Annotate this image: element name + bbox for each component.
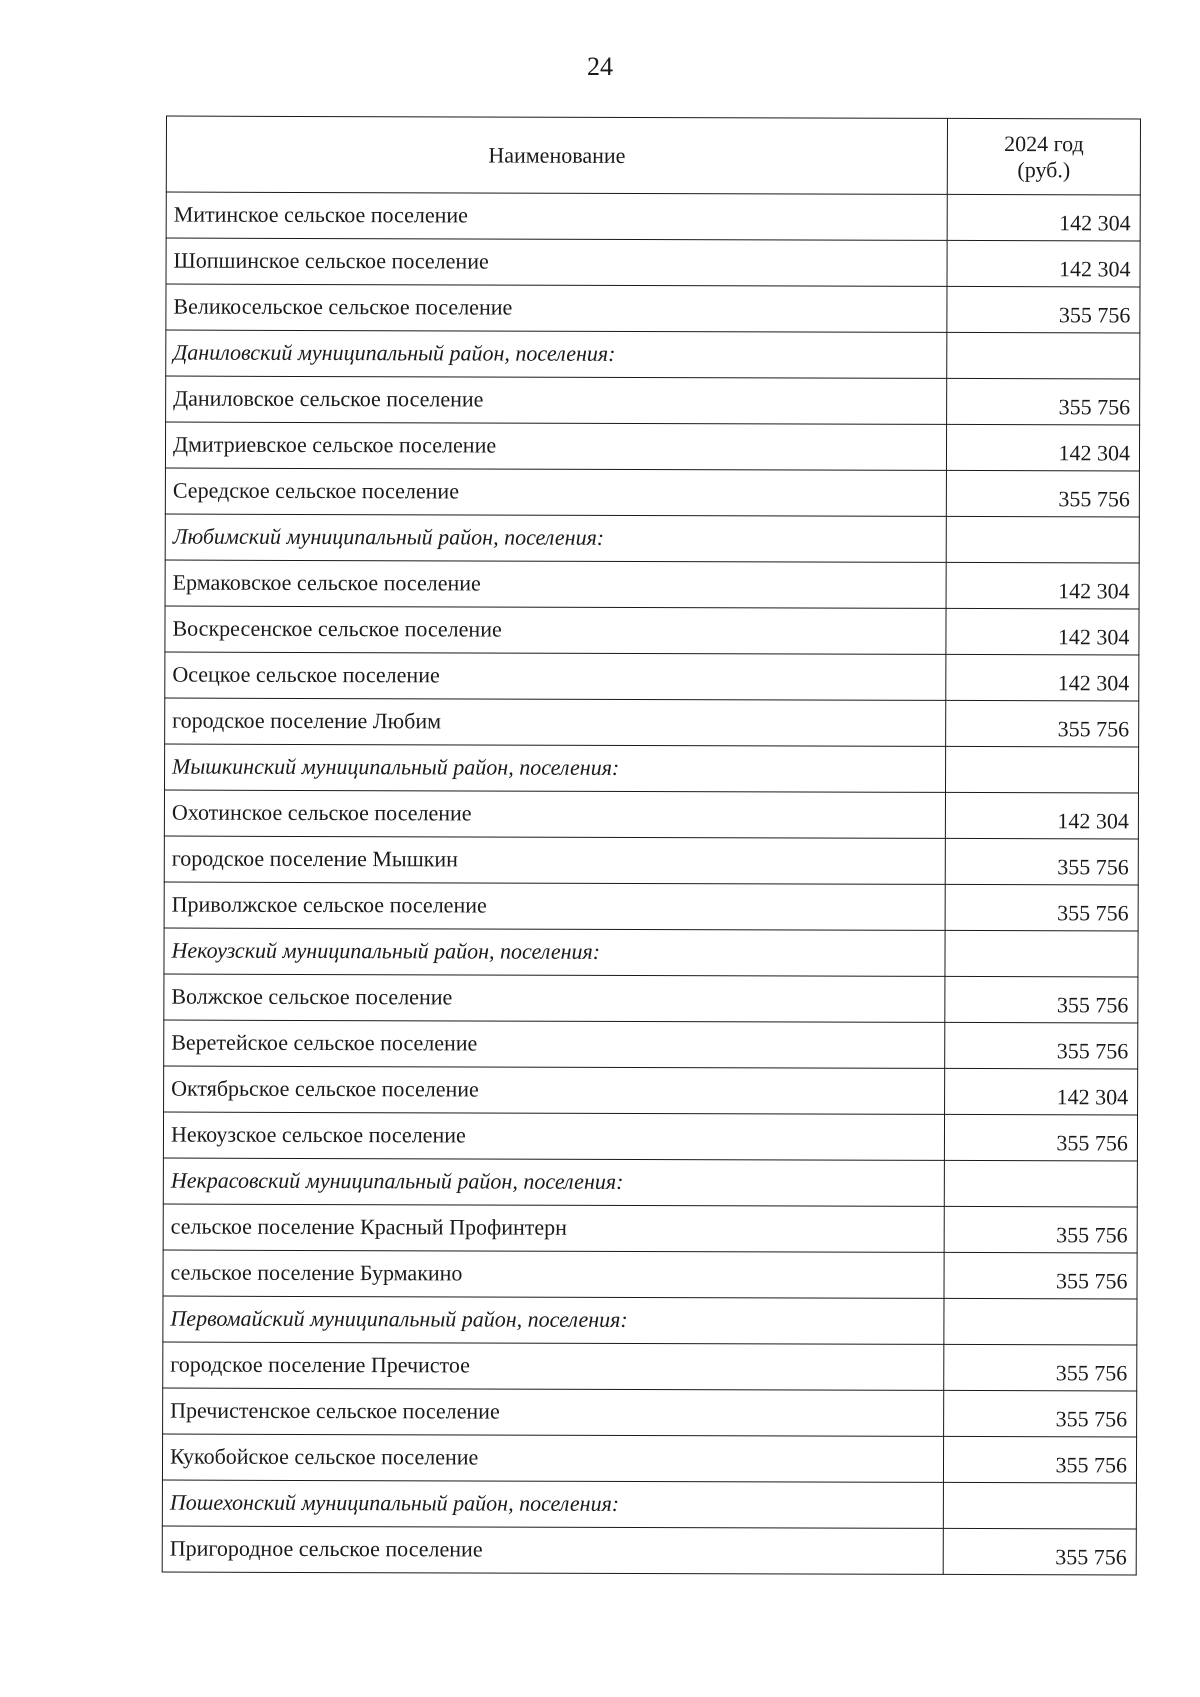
settlement-name: Середское сельское поселение — [165, 468, 946, 516]
amount-cell: 142 304 — [947, 240, 1140, 287]
table-row — [165, 468, 1139, 517]
settlement-name: Пречистенское сельское поселение — [163, 1388, 944, 1436]
table-row — [166, 238, 1140, 287]
table-row — [164, 1066, 1138, 1115]
district-group-row — [166, 330, 1140, 379]
settlement-name: Кукобойское сельское поселение — [162, 1434, 943, 1482]
settlement-name: Волжское сельское поселение — [164, 974, 945, 1022]
table-row — [165, 560, 1139, 609]
amount-cell: 355 756 — [945, 1022, 1138, 1069]
table-row — [165, 698, 1139, 747]
table-row — [162, 1526, 1136, 1575]
table-row — [163, 1388, 1137, 1437]
table-row — [166, 192, 1140, 241]
amount-cell — [944, 1298, 1137, 1345]
district-group-row — [164, 928, 1138, 977]
header-year-label: 2024 год — [1004, 131, 1084, 157]
settlement-name: Дмитриевское сельское поселение — [165, 422, 946, 470]
district-group-name: Любимский муниципальный район, поселения: — [165, 514, 946, 562]
district-group-row — [163, 1158, 1137, 1207]
settlement-name: Даниловское сельское поселение — [166, 376, 947, 424]
settlement-name: сельское поселение Красный Профинтерн — [163, 1204, 944, 1252]
settlement-name: Ермаковское сельское поселение — [165, 560, 946, 608]
amount-cell — [943, 1482, 1136, 1529]
amount-cell: 142 304 — [945, 792, 1138, 839]
amount-cell: 355 756 — [944, 1206, 1137, 1253]
district-group-row — [162, 1480, 1136, 1529]
table-row — [164, 836, 1138, 885]
table-row — [164, 974, 1138, 1023]
amount-cell: 355 756 — [946, 470, 1139, 517]
amount-cell: 142 304 — [946, 562, 1139, 609]
table-row — [163, 1204, 1137, 1253]
amount-cell — [947, 332, 1140, 379]
settlement-name: сельское поселение Бурмакино — [163, 1250, 944, 1298]
amount-cell: 355 756 — [945, 976, 1138, 1023]
amount-cell: 355 756 — [945, 838, 1138, 885]
settlement-name: Осецкое сельское поселение — [165, 652, 946, 700]
page-number: 24 — [587, 52, 613, 81]
header-name: Наименование — [166, 116, 947, 194]
district-group-row — [163, 1296, 1137, 1345]
district-group-name: Даниловский муниципальный район, поселения: — [166, 330, 947, 378]
settlement-name: Шопшинское сельское поселение — [166, 238, 947, 286]
amount-cell — [945, 930, 1138, 977]
settlement-name: городское поселение Любим — [165, 698, 946, 746]
table-row — [164, 1020, 1138, 1069]
amount-cell: 142 304 — [947, 194, 1140, 241]
table-row — [165, 606, 1139, 655]
district-group-name: Некоузский муниципальный район, поселения: — [164, 928, 945, 976]
table-header — [166, 116, 1140, 195]
amount-cell: 355 756 — [947, 378, 1140, 425]
amount-cell — [945, 746, 1138, 793]
table-row — [163, 1112, 1137, 1161]
district-group-row — [165, 744, 1139, 793]
settlement-name: Пригородное сельское поселение — [162, 1526, 943, 1574]
amount-cell: 355 756 — [944, 1390, 1137, 1437]
table-row — [166, 376, 1140, 425]
table-row — [163, 1250, 1137, 1299]
amount-cell: 142 304 — [946, 654, 1139, 701]
amount-cell: 355 756 — [945, 884, 1138, 931]
table-row — [164, 790, 1138, 839]
district-group-name: Пошехонский муниципальный район, поселения: — [162, 1480, 943, 1528]
settlement-name: городское поселение Мышкин — [164, 836, 945, 884]
district-group-name: Мышкинский муниципальный район, поселения: — [165, 744, 946, 792]
settlement-name: Митинское сельское поселение — [166, 192, 947, 240]
settlement-name: Веретейское сельское поселение — [164, 1020, 945, 1068]
amount-cell: 355 756 — [943, 1436, 1136, 1483]
amount-cell: 142 304 — [945, 1068, 1138, 1115]
settlement-name: Великосельское сельское поселение — [166, 284, 947, 332]
amount-cell: 142 304 — [946, 424, 1139, 471]
table-row — [165, 422, 1139, 471]
amount-cell: 355 756 — [944, 1344, 1137, 1391]
amount-cell: 355 756 — [944, 1252, 1137, 1299]
settlement-name: Охотинское сельское поселение — [164, 790, 945, 838]
header-unit-label: (руб.) — [1017, 156, 1071, 182]
amount-cell — [946, 516, 1139, 563]
amount-cell: 355 756 — [944, 1114, 1137, 1161]
amount-cell: 355 756 — [947, 286, 1140, 333]
district-group-row — [165, 514, 1139, 563]
district-group-name: Первомайский муниципальный район, поселения: — [163, 1296, 944, 1344]
settlement-name: Октябрьское сельское поселение — [164, 1066, 945, 1114]
amount-cell — [944, 1160, 1137, 1207]
settlement-name: Некоузское сельское поселение — [163, 1112, 944, 1160]
settlement-name: городское поселение Пречистое — [163, 1342, 944, 1390]
table-row — [166, 284, 1140, 333]
table-row — [163, 1342, 1137, 1391]
amount-cell: 142 304 — [946, 608, 1139, 655]
table-row — [165, 652, 1139, 701]
settlement-name: Приволжское сельское поселение — [164, 882, 945, 930]
amount-cell: 355 756 — [943, 1528, 1136, 1575]
header-year — [947, 118, 1140, 195]
table-row — [162, 1434, 1136, 1483]
district-group-name: Некрасовский муниципальный район, поселения: — [163, 1158, 944, 1206]
settlement-name: Воскресенское сельское поселение — [165, 606, 946, 654]
allocation-table — [162, 116, 1141, 1576]
table-row — [164, 882, 1138, 931]
table-body — [162, 192, 1140, 1575]
amount-cell: 355 756 — [946, 700, 1139, 747]
